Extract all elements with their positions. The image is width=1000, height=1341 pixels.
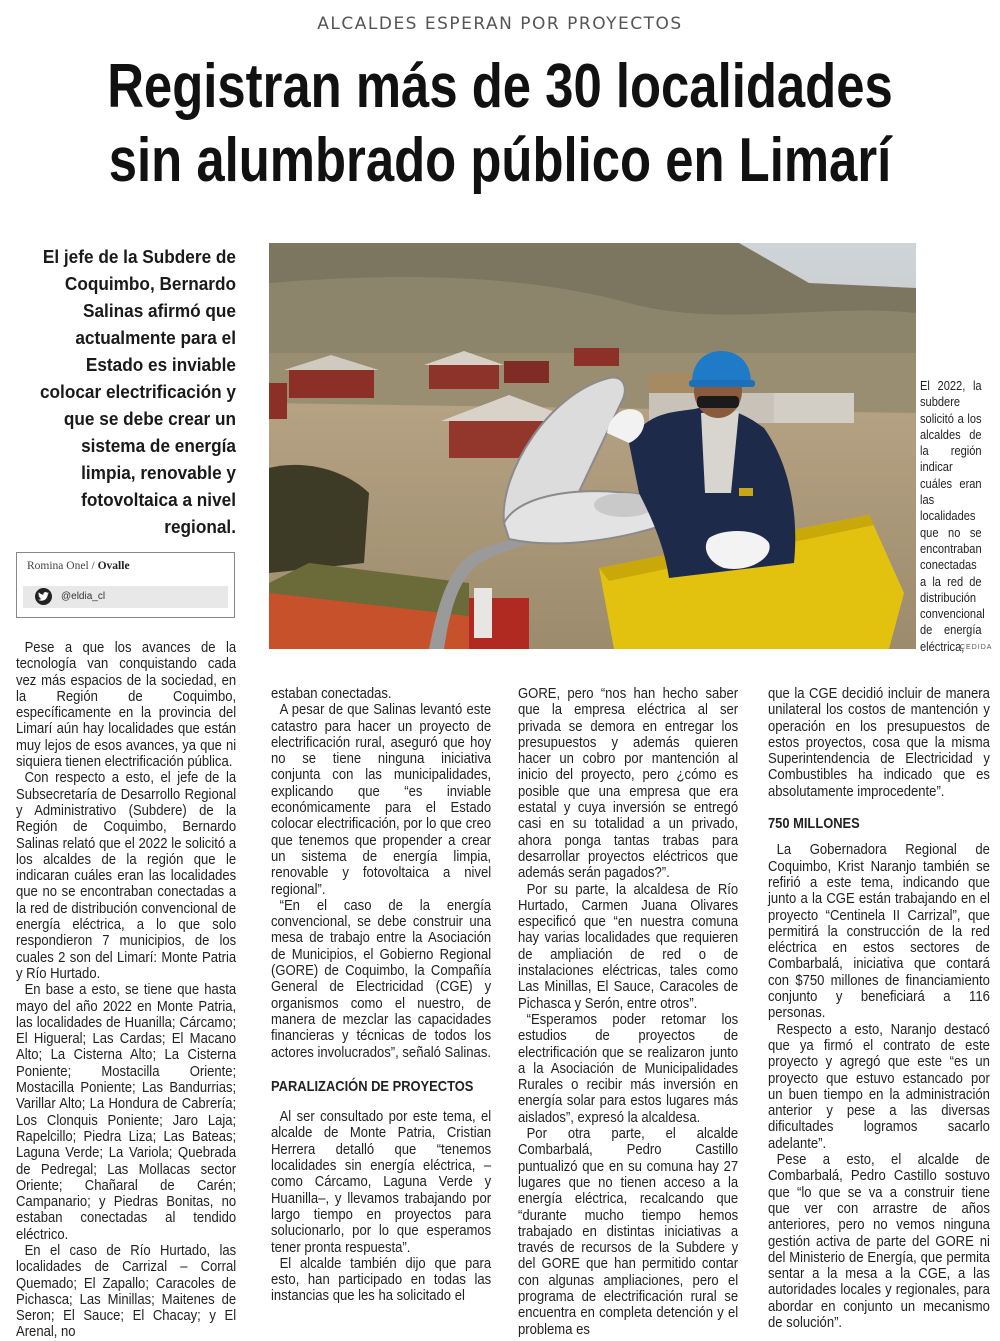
article-photo [269, 243, 916, 649]
kicker: ALCALDES ESPERAN POR PROYECTOS [317, 14, 683, 34]
lead-paragraph: El jefe de la Subdere de Coquimbo, Bernardo Salinas afirmó que actualmente para el Estado es inviable colocar electrificación y que se debe crear un sistema de energía limpia, renovable y fotovoltaica a nivel regional. [39, 246, 237, 537]
paragraph: En base a esto, se tiene que hasta mayo del año 2022 en Monte Patria, las localidades de Huanilla; Cárcamo; El Higueral; Las Cardas; El Macano Alto; La Cisterna Alto; La Cisterna Poniente; Mostacilla Oriente; Mostacilla Poniente; Las Bandurrias; Varillar Alto; La Hondura de Cabrería; Los Clonquis Poniente; Jaro Laja; Rapelcillo; Piedra Liza; Las Bateas; Laguna Verde; La Variola; Quebrada de Pedregal; Las Mollacas sector Oriente; Chañaral de Carén; Campanario; y Piedras Bonitas, no estaban conectadas al tendido eléctrico. [16, 981, 237, 1243]
headline-line-2: sin alumbrado público en Limarí [108, 126, 892, 195]
social-handle[interactable]: @eldia_cl [61, 591, 106, 602]
headline [90, 50, 910, 198]
paragraph: “En el caso de la energía convencional, se debe construir una mesa de trabajo entre la Asociación de Municipios, el Gobierno Regional (GORE) de Coquimbo, la Compañía General de Electricidad (CGE) y organismos como el nuestro, de manera de mezclar las capacidades financieras y técnicas de todos los actores involucrados”, señaló Salinas. [271, 896, 492, 1061]
byline [27, 560, 130, 572]
byline-place: Ovalle [97, 560, 130, 572]
paragraph: Con respecto a esto, el jefe de la Subsecretaría de Desarrollo Regional y Administrativo (Subdere) de la Región de Coquimbo, Bernardo Salinas relató que el 2022 le solicitó a los alcaldes de la región que le indicaran cuáles eran las localidades que no se encontraban conectadas a la red de distribución convencional de energía eléctrica, a lo que solo respondieron 7 municipios, de los cuales 2 son del Limarí: Monte Patria y Río Hurtado. [16, 769, 237, 982]
subheading-750-millones: 750 MILLONES [768, 815, 860, 833]
paragraph: El alcalde también dijo que para esto, han participado en todas las instancias que les ha solicitado el [271, 1254, 492, 1305]
headline-line-1: Registran más de 30 localidades [107, 52, 893, 121]
author-name: Romina Onel [27, 560, 89, 572]
paragraph: Pese a esto, el alcalde de Combarbalá, Pedro Castillo sostuvo que “lo que se va a construir tiene que ver con arrastre de años anteriores, pero no vemos ninguna gestión activa de parte del GORE ni del Ministerio de Energía, que permita sentar a la mesa a la CGE, a las autoridades locales y regionales, para abordar en conjunto un mecanismo de solución”. [768, 1151, 990, 1331]
paragraph: En el caso de Río Hurtado, las localidades de Carrizal – Corral Quemado; El Zapallo; Caracoles de Pichasca; Las Minillas; Maitenes de Seron; El Sauce; El Chacay; y El Arenal, no [16, 1241, 237, 1341]
social-row [23, 586, 228, 608]
paragraph: “Esperamos poder retomar los estudios de proyectos de electrificación que se realizaron junto a la Asociación de Municipalidades Rurales o recibir más inversión en energía solar para estos lugares más aislados”, expresó la alcaldesa. [518, 1010, 739, 1126]
paragraph: estaban conectadas. [271, 685, 392, 702]
photo-caption: El 2022, la subdere solicitó a los alcaldes de la región indicar cuáles eran las localidades que no se encontraban conectadas a la red de distribución convencional de energía eléctrica, [920, 379, 985, 654]
body-column-3 [518, 686, 738, 1338]
paragraph: que la CGE decidió incluir de manera unilateral los costos de mantención y operación en los presupuestos de estos proyectos, cosa que la misma Superintendencia de Electricidad y Combustibles ha indicado que es absolutamente improcedente”. [768, 685, 990, 800]
paragraph: Al ser consultado por este tema, el alcalde de Monte Patria, Cristian Herrera detalló que “tenemos localidades sin energía eléctrica, –como Cárcamo, Laguna Verde y Huanilla–, y llevamos trabajando por largo tiempo en proyectos para solucionarlo, por lo que esperamos tener pronta respuesta”. [271, 1108, 492, 1256]
body-column-4 [768, 686, 990, 1331]
photo-credit: CEDIDA [960, 644, 993, 651]
paragraph: Pese a que los avances de la tecnología van conquistando cada vez más espacios de la sociedad, en la Región de Coquimbo, específicamente en la provincia del Limarí aún hay localidades que están muy lejos de esos avances, ya que ni siquiera tienen electrificación pública. [16, 639, 237, 771]
body-column-1 [16, 640, 236, 1341]
body-column-2 [271, 686, 491, 1305]
byline-separator: / [88, 560, 98, 572]
paragraph: Por otra parte, el alcalde Combarbalá, Pedro Castillo puntualizó que en su comuna hay 27 lugares que no tienen acceso a la energía eléctrica, recalcando que “durante mucho tiempo hemos trabajado en distintas iniciativas a través de recursos de la Subdere y del GORE que han permitido contar con algunas ampliaciones, pero el programa de electrificación rural se encuentra en completa detención y el problema es [518, 1125, 739, 1338]
paragraph: La Gobernadora Regional de Coquimbo, Krist Naranjo también se refirió a este tema, indicando que junto a la CGE están trabajando en el proyecto “Centinela II Carrizal”, que permitirá la construcción de la red eléctrica en estos sectores de Combarbalá, iniciativa que contará con $750 millones de financiamiento conjunto y beneficiará a 116 personas. [768, 841, 990, 1022]
paragraph: GORE, pero “nos han hecho saber que la empresa eléctrica al ser privada se demora en entregar los presupuestos y además quieren hacer un cobro por mantención al inicio del proyecto, pero ¿cómo es posible que una empresa que era estatal y cuya inversión se entregó casi en su totalidad a un privado, ahora ponga tantas trabas para desarrollar proyectos eléctricos que además serán pagados?”. [518, 685, 739, 882]
paragraph: Respecto a esto, Naranjo destacó que ya firmó el contrato de este proyecto y agregó que este “es un proyecto que estuvo estancado por un buen tiempo en la administración anterior y pese a las diversas dificultades logramos sacarlo adelante”. [768, 1020, 990, 1152]
twitter-bird-icon [35, 588, 52, 605]
subheading-paralizacion: PARALIZACIÓN DE PROYECTOS [271, 1077, 474, 1095]
paragraph: A pesar de que Salinas levantó este catastro para hacer un proyecto de electrificación rural, aseguró que hoy no se tiene ninguna iniciativa conjunta con las municipalidades, explicando que “es inviable económicamente para el Estado colocar electrificación, por lo que creo que tenemos que propender a crear un sistema de energía limpia, renovable y fotovoltaica a nivel regional”. [271, 701, 492, 898]
paragraph: Por su parte, la alcaldesa de Río Hurtado, Carmen Juana Olivares especificó que “en nuestra comuna hay varias localidades que requieren de ampliación de red o de instalaciones eléctricas, tales como Las Minillas, El Sauce, Caracoles de Pichasca y Serón, entre otros”. [518, 880, 739, 1012]
byline-box [16, 552, 235, 618]
